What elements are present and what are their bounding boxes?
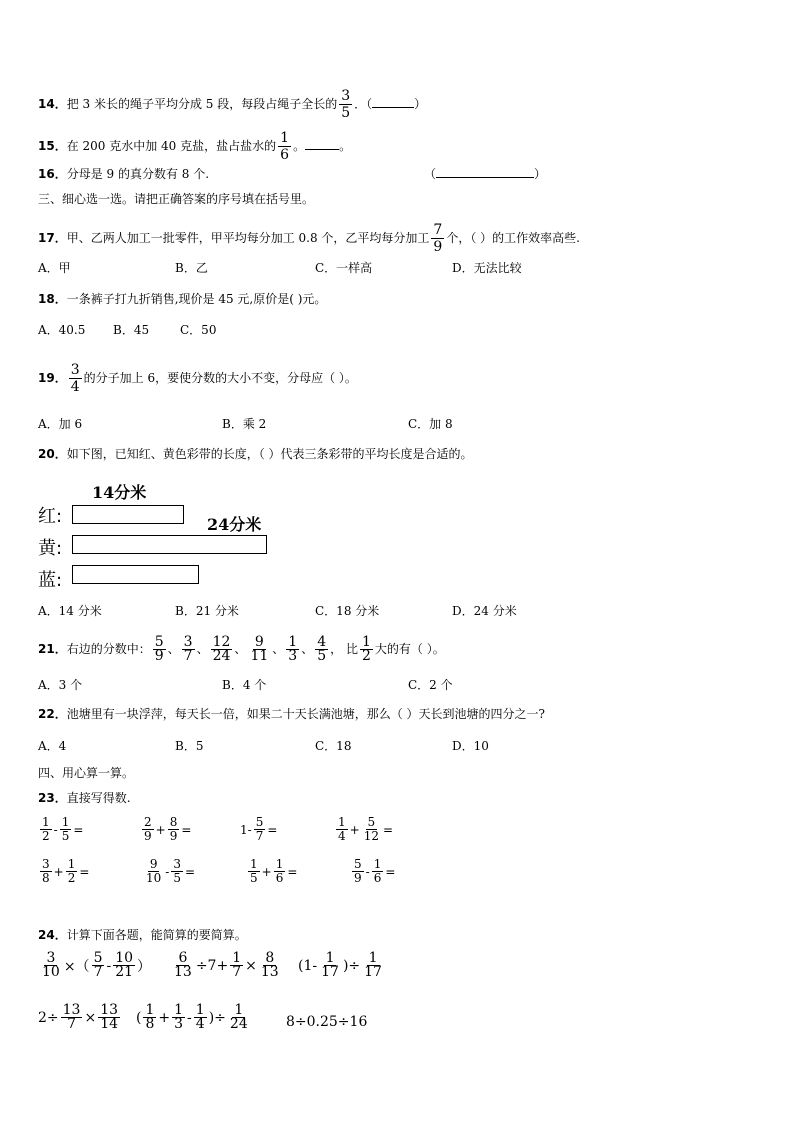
q20-option-c[interactable]: C．18 分米 xyxy=(315,604,380,618)
q19-option-a[interactable]: A．加 6 xyxy=(38,417,83,431)
numerator: 4 xyxy=(317,633,327,650)
q18-option-a[interactable]: A．40.5 xyxy=(38,323,86,337)
q21-compare-fraction xyxy=(360,633,373,664)
q24-expr-6[interactable]: 8÷0.25÷16 xyxy=(286,1014,368,1030)
q15-answer-blank[interactable] xyxy=(305,149,339,150)
q16-number: 16． xyxy=(38,167,67,181)
question-18 xyxy=(38,291,326,307)
q21-fraction xyxy=(248,633,270,664)
question-19 xyxy=(38,362,357,395)
q17-tail: 个，（ ）的工作效率高些. xyxy=(446,231,580,245)
q21-option-c[interactable]: C．2 个 xyxy=(408,678,453,692)
question-24 xyxy=(38,927,247,943)
numerator: 1 xyxy=(288,633,298,650)
q14-answer-blank[interactable] xyxy=(372,107,414,108)
q21-tail: 大的有（ ）。 xyxy=(374,642,445,656)
numerator: 3 xyxy=(183,633,193,650)
q20-text: 如下图，已知红、黄色彩带的长度，（ ）代表三条彩带的平均长度是合适的。 xyxy=(66,447,473,461)
q21-fraction xyxy=(315,633,328,664)
q20-number: 20． xyxy=(38,447,67,461)
q22-option-a[interactable]: A．4 xyxy=(38,739,67,753)
q17-option-d[interactable]: D．无法比较 xyxy=(452,261,522,275)
q14-text: 把 3 米长的绳子平均分成 5 段，每段占绳子全长的 xyxy=(66,97,338,111)
q16-open: （ xyxy=(424,167,437,181)
q23-number: 23． xyxy=(38,791,67,805)
q15-fraction xyxy=(278,130,291,163)
q18-number: 18． xyxy=(38,292,67,306)
q14-denominator: 5 xyxy=(341,105,351,121)
q18-option-c[interactable]: C．50 xyxy=(180,323,217,337)
q15-text: 在 200 克水中加 40 克盐，盐占盐水的 xyxy=(66,139,277,153)
q16-text: 分母是 9 的真分数有 8 个. xyxy=(66,167,210,181)
q16-answer-blank[interactable] xyxy=(436,177,534,178)
denominator: 5 xyxy=(317,647,327,664)
q23-expr-1[interactable]: 1 2 - 1 5 = xyxy=(42,815,84,843)
q15-end: 。 xyxy=(339,139,352,153)
q23-expr-6[interactable]: 9 10 - 3 5 = xyxy=(146,857,196,885)
q21-mid: ， 比 xyxy=(330,642,358,656)
q17-fraction xyxy=(431,222,444,255)
numerator: 9 xyxy=(254,633,264,650)
q19-option-c[interactable]: C．加 8 xyxy=(408,417,453,431)
q20-option-a[interactable]: A．14 分米 xyxy=(38,604,102,618)
q23-expr-8[interactable]: 5 9 - 1 6 = xyxy=(354,857,396,885)
denominator: 3 xyxy=(288,647,298,664)
q24-expr-5[interactable]: ( 1 8 + 1 3 - 1 4 )÷ 1 24 xyxy=(136,1002,248,1032)
denominator: 9 xyxy=(154,647,164,664)
question-15 xyxy=(38,130,351,163)
q19-option-b[interactable]: B．乘 2 xyxy=(222,417,267,431)
q19-text: 的分子加上 6，要使分数的大小不变，分母应（ ）。 xyxy=(83,371,357,385)
q20-option-d[interactable]: D．24 分米 xyxy=(452,604,517,618)
q21-number: 21． xyxy=(38,642,67,656)
question-20 xyxy=(38,446,473,462)
q17-option-a[interactable]: A．甲 xyxy=(38,261,71,275)
q21-fraction xyxy=(211,633,233,664)
q21-option-b[interactable]: B．4 个 xyxy=(222,678,267,692)
q23-expr-7[interactable]: 1 5 + 1 6 = xyxy=(250,857,298,885)
question-22 xyxy=(38,706,545,722)
section-4-heading: 四、用心算一算。 xyxy=(38,766,135,780)
question-21: 21． 右边的分数中： $\frac{5}{9}$ 、 $\frac{3}{7}$ 、 $\frac{12}{24}$ 、 $\frac{9}{11}$ 、 $\frac{1}{3}$ 、 $\frac{4}{5}$ ， 比 $\frac{1}{2}$ 大的有（ ）。 xyxy=(38,633,445,664)
q22-option-b[interactable]: B．5 xyxy=(175,739,204,753)
q22-option-d[interactable]: D．10 xyxy=(452,739,489,753)
q23-expr-4[interactable]: 1 4 + 5 12 = xyxy=(338,815,394,843)
red-label: 红: xyxy=(38,506,63,527)
q24-number: 24． xyxy=(38,928,67,942)
q20-option-b[interactable]: B．21 分米 xyxy=(175,604,239,618)
q21-option-a[interactable]: A．3 个 xyxy=(38,678,83,692)
q17-option-c[interactable]: C．一样高 xyxy=(315,261,373,275)
yellow-label: 黄: xyxy=(38,538,63,559)
numerator: 1 xyxy=(361,633,371,650)
q24-expr-1[interactable]: 3 10 ×（ 5 7 - 10 21 ） xyxy=(42,950,152,980)
question-17 xyxy=(38,222,580,255)
blue-ribbon-bar xyxy=(72,565,199,584)
q23-expr-2[interactable]: 2 9 + 8 9 = xyxy=(144,815,192,843)
q23-expr-3[interactable]: 1- 5 7 = xyxy=(240,815,278,843)
q16-close: ） xyxy=(534,167,547,181)
q21-fraction xyxy=(286,633,299,664)
q14-numerator: 3 xyxy=(341,88,351,104)
q19-fraction xyxy=(69,362,82,395)
question-14 xyxy=(38,88,426,121)
q23-text: 直接写得数. xyxy=(66,791,131,805)
q24-text: 计算下面各题，能简算的要简算。 xyxy=(66,928,247,942)
q15-tail: 。 xyxy=(293,139,306,153)
q18-option-b[interactable]: B．45 xyxy=(113,323,150,337)
q14-fraction xyxy=(339,88,352,121)
q15-number: 15． xyxy=(38,139,67,153)
q15-denominator: 6 xyxy=(280,147,290,163)
q16-answer xyxy=(424,166,546,182)
q21-fraction xyxy=(153,633,166,664)
denominator: 24 xyxy=(212,647,231,664)
q22-text: 池塘里有一块浮萍，每天长一倍，如果二十天长满池塘，那么（ ）天长到池塘的四分之一? xyxy=(66,707,545,721)
yellow-ribbon-bar xyxy=(72,535,267,554)
denominator: 7 xyxy=(183,647,193,664)
q21-fraction xyxy=(182,633,195,664)
denominator: 2 xyxy=(361,647,371,664)
red-length-label: 14分米 xyxy=(92,483,147,502)
q22-number: 22． xyxy=(38,707,67,721)
q17-number: 17． xyxy=(38,231,67,245)
q17-denominator: 9 xyxy=(433,239,443,255)
q18-text: 一条裤子打九折销售,现价是 45 元,原价是( )元。 xyxy=(66,292,327,306)
yellow-length-label: 24分米 xyxy=(207,515,262,534)
q14-number: 14． xyxy=(38,97,67,111)
q21-text: 右边的分数中： xyxy=(66,642,151,656)
q24-expr-3[interactable]: (1- 1 17 )÷ 1 17 xyxy=(298,950,382,980)
q24-expr-2[interactable]: 6 13 ÷7+ 1 7 × 8 13 xyxy=(174,950,279,980)
red-ribbon-bar xyxy=(72,505,184,524)
question-23 xyxy=(38,790,131,806)
numerator: 12 xyxy=(212,633,231,650)
q23-expr-5[interactable]: 3 8 + 1 2 = xyxy=(42,857,90,885)
question-16 xyxy=(38,166,209,182)
q14-tail: ．（ xyxy=(354,97,373,111)
q19-denominator: 4 xyxy=(70,379,80,395)
q22-option-c[interactable]: C．18 xyxy=(315,739,352,753)
q17-option-b[interactable]: B．乙 xyxy=(175,261,208,275)
q17-numerator: 7 xyxy=(433,222,443,238)
q24-expr-4[interactable]: 2÷ 13 7 × 13 14 xyxy=(38,1002,119,1032)
numerator: 5 xyxy=(154,633,164,650)
blue-label: 蓝: xyxy=(38,570,63,591)
q15-numerator: 1 xyxy=(280,130,290,146)
q19-numerator: 3 xyxy=(70,362,80,378)
section-3-heading: 三、细心选一选。请把正确答案的序号填在括号里。 xyxy=(38,192,315,206)
q17-text: 甲、乙两人加工一批零件，甲平均每分加工 0.8 个，乙平均每分加工 xyxy=(66,231,430,245)
q14-close: ） xyxy=(414,97,427,111)
denominator: 11 xyxy=(250,647,269,664)
q19-number: 19． xyxy=(38,371,67,385)
